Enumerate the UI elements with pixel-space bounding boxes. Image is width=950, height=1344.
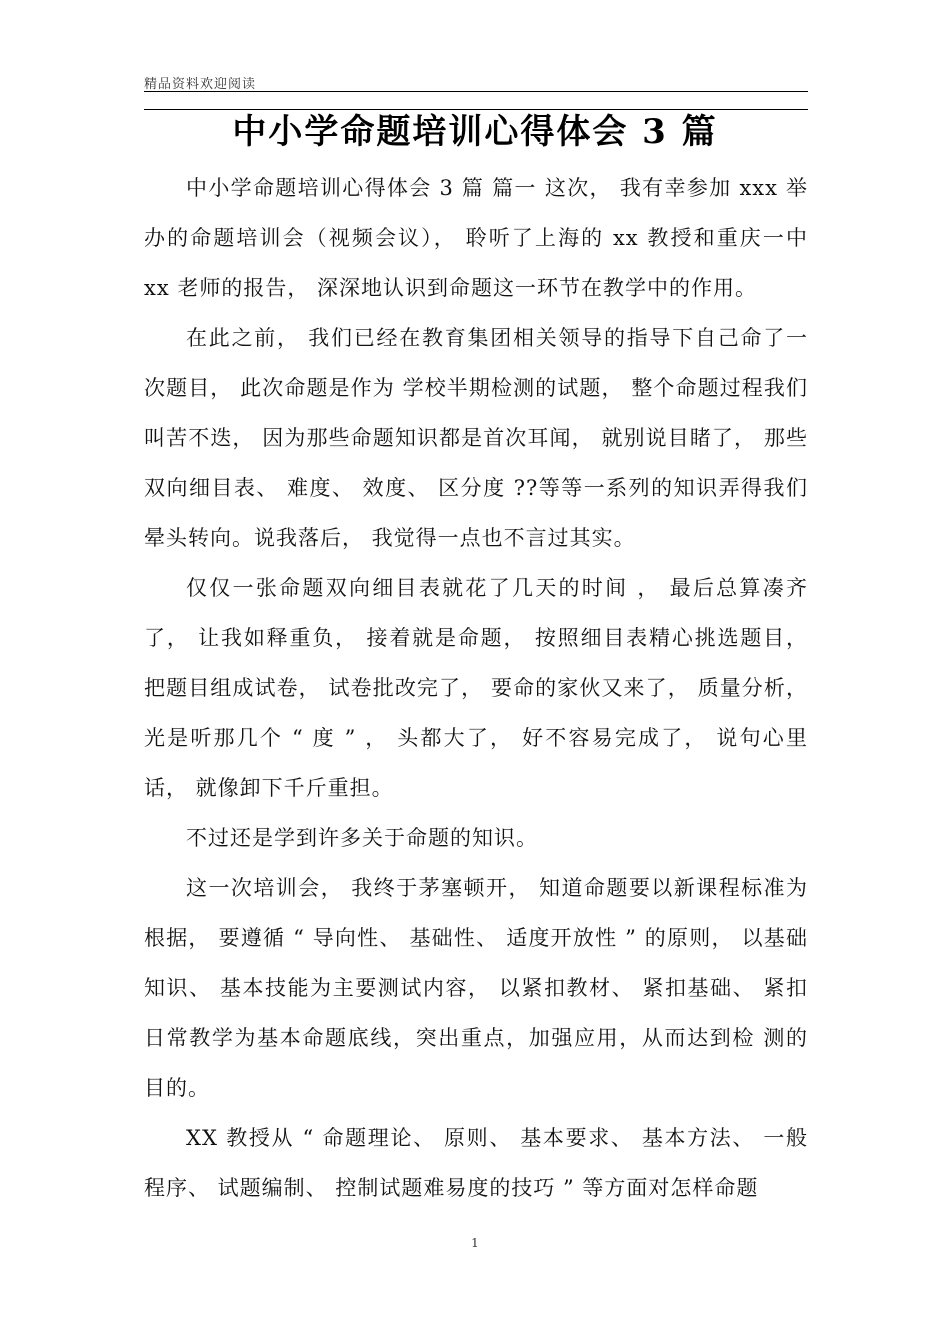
paragraph: 中小学命题培训心得体会 3 篇 篇一 这次， 我有幸参加 xxx 举办的命题培训会（视频会议）， 聆听了上海的 xx 教授和重庆一中 xx 老师的报告， 深深地认识到命题这一环节在教学中的作用。 xyxy=(144,176,808,300)
document-title: 中小学命题培训心得体会 3 篇 xyxy=(232,112,718,152)
page-number: 1 xyxy=(471,1236,479,1250)
paragraph: XX 教授从 “ 命题理论、 原则、 基本要求、 基本方法、 一般程序、 试题编制、 控制试题难易度的技巧 ” 等方面对怎样命题 xyxy=(144,1126,808,1200)
paragraph: 这一次培训会， 我终于茅塞顿开， 知道命题要以新课程标准为根据， 要遵循 “ 导向性、 基础性、 适度开放性 ” 的原则， 以基础知识、 基本技能为主要测试内容， 以紧扣教材、 紧扣基础、 紧扣日常教学为基本命题底线，突出重点，加强应用，从而达到检 测的目的。 xyxy=(144,876,808,1100)
paragraph: 仅仅一张命题双向细目表就花了几天的时间 ， 最后总算凑齐了， 让我如释重负， 接着就是命题， 按照细目表精心挑选题目， 把题目组成试卷， 试卷批改完了， 要命的家伙又来了， 质量分析， 光是听那几个 “ 度 ” ， 头都大了， 好不容易完成了， 说句心里话， 就像卸下千斤重担。 xyxy=(144,576,808,800)
paragraph: 不过还是学到许多关于命题的知识。 xyxy=(186,826,538,850)
running-header: 精品资料欢迎阅读 xyxy=(144,77,257,92)
paragraph: 在此之前， 我们已经在教育集团相关领导的指导下自己命了一次题目， 此次命题是作为 学校半期检测的试题， 整个命题过程我们叫苦不迭， 因为那些命题知识都是首次耳闻， 就别说目睹了， 那些双向细目表、 难度、 效度、 区分度 ??等等一系列的知识弄得我们晕头转向。说我落后， 我觉得一点也不言过其实。 xyxy=(144,326,808,550)
document-body xyxy=(144,163,808,1213)
header-divider xyxy=(144,91,808,92)
